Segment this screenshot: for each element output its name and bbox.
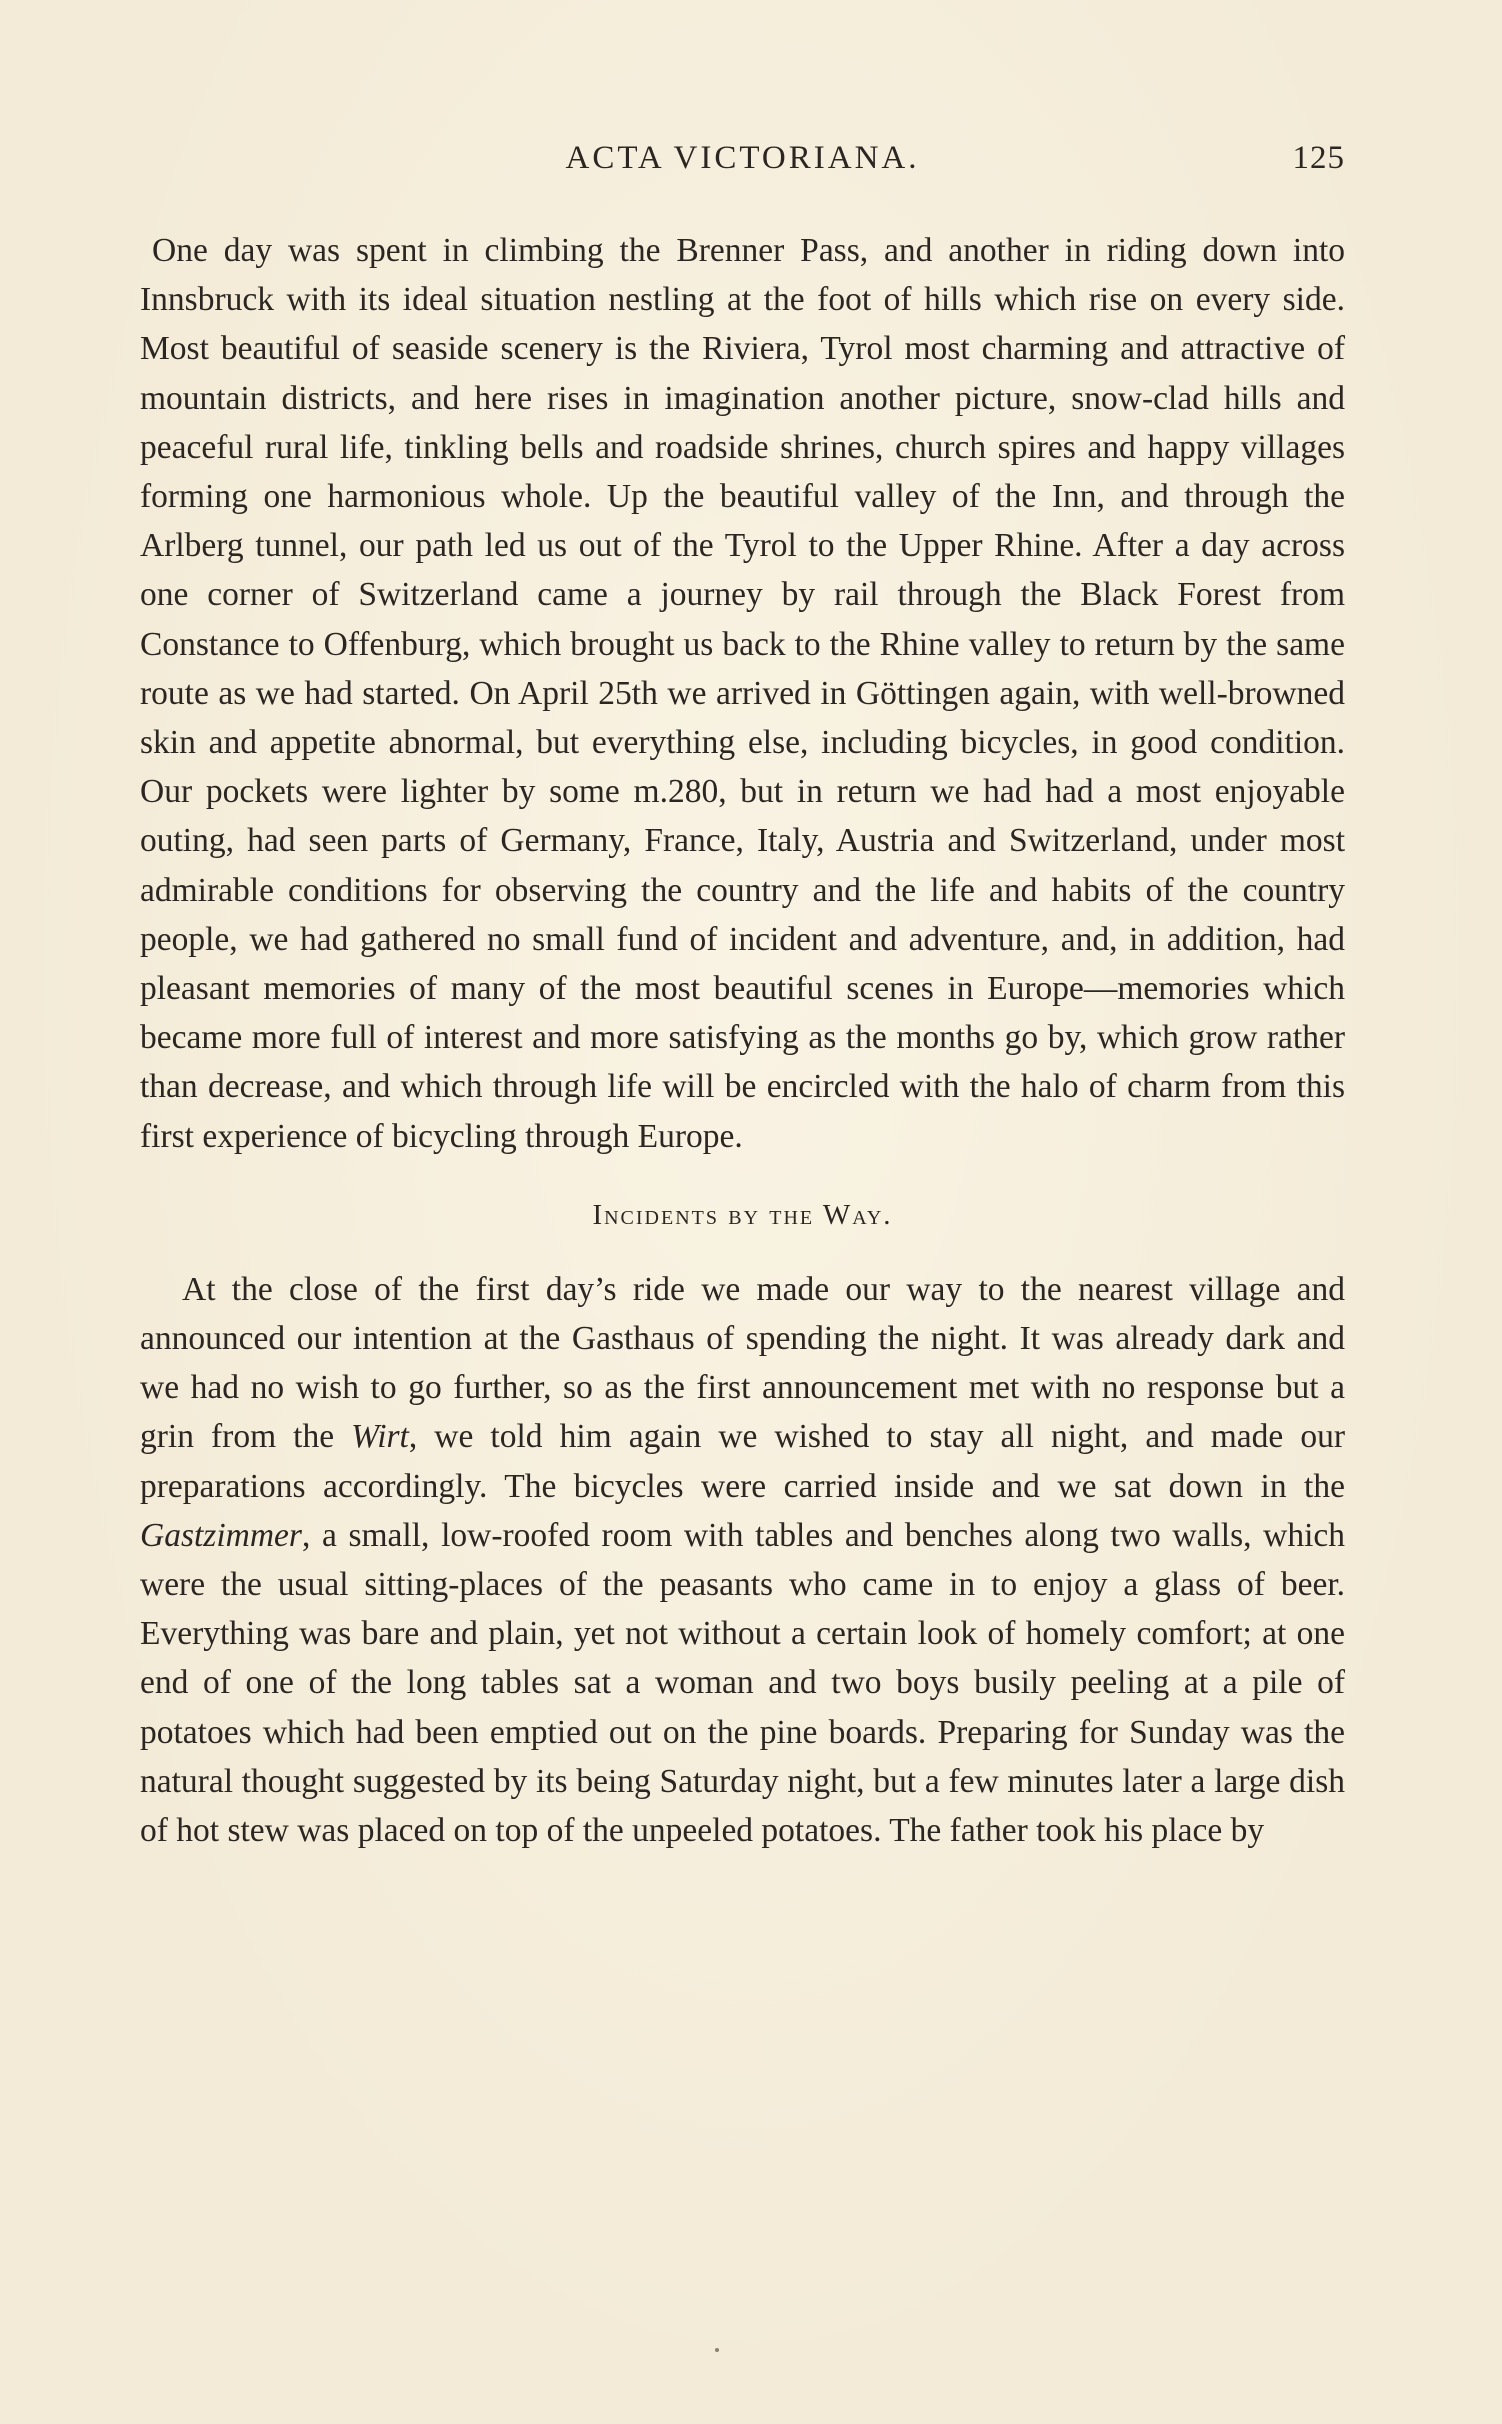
italic-term-gastzimmer: Gastzimmer [140, 1516, 302, 1554]
page-speck [715, 2348, 719, 2352]
running-head [140, 140, 1345, 190]
paragraph-2-part-3: , a small, low-roofed room with tables and benches along two walls, which were the usual sitting-places of the peasants who came in to enjoy a glass of beer. Everything was bare and plain, yet not without a certain look of homely comfort; at one end of one of the long tables sat a woman and two boys busily peeling at a pile of potatoes which had been emptied out on the pine boards. Preparing for Sunday was the natural thought suggested by its being Saturday night, but a few minutes later a large dish of hot stew was placed on top of the unpeeled potatoes. The father took his place by [140, 1516, 1345, 1850]
text-block [140, 226, 1345, 1855]
paragraph-2 [140, 1265, 1345, 1855]
paragraph-2-part-1: At the close of the first day’s ride we made our way to the nearest village and announced our intention at the Gasthaus of spending the night. It was already dark and we had no wish to go further, so as the first announcement met with no response but a grin from the [140, 1270, 1345, 1456]
italic-term-wirt: Wirt [351, 1418, 409, 1456]
section-heading: Incidents by the Way. [592, 1198, 893, 1231]
page-number: 125 [1292, 140, 1345, 176]
paragraph-2-part-2: , we told him again we wished to stay all night, and made our preparations accordingly. The bicycles were carried inside and we sat down in the [140, 1418, 1345, 1505]
paragraph-1: One day was spent in climbing the Brenner Pass, and another in riding down into Innsbruck with its ideal situation nestling at the foot of hills which rise on every side. Most beautiful of seaside scenery is the Riviera, Tyrol most charming and attractive of mountain districts, and here rises in imagination another picture, snow-clad hills and peaceful rural life, tinkling bells and roadside shrines, church spires and happy villages forming one harmonious whole. Up the beautiful valley of the Inn, and through the Arlberg tunnel, our path led us out of the Tyrol to the Upper Rhine. After a day across one corner of Switzerland came a journey by rail through the Black Forest from Constance to Offenburg, which brought us back to the Rhine valley to return by the same route as we had started. On April 25th we arrived in Göttingen again, with well-browned skin and appetite abnormal, but everything else, including bicycles, in good condition. Our pockets were lighter by some m.280, but in return we had had a most enjoyable outing, had seen parts of Germany, France, Italy, Austria and Switzerland, under most admirable conditions for observing the country and the life and habits of the country people, we had gathered no small fund of incident and adventure, and, in addition, had pleasant memories of many of the most beautiful scenes in Europe—memories which became more full of interest and more satisfying as the months go by, which grow rather than decrease, and which through life will be encircled with the halo of charm from this first experience of bicycling through Europe. [140, 232, 1345, 1155]
running-title: ACTA VICTORIANA. [565, 140, 920, 176]
